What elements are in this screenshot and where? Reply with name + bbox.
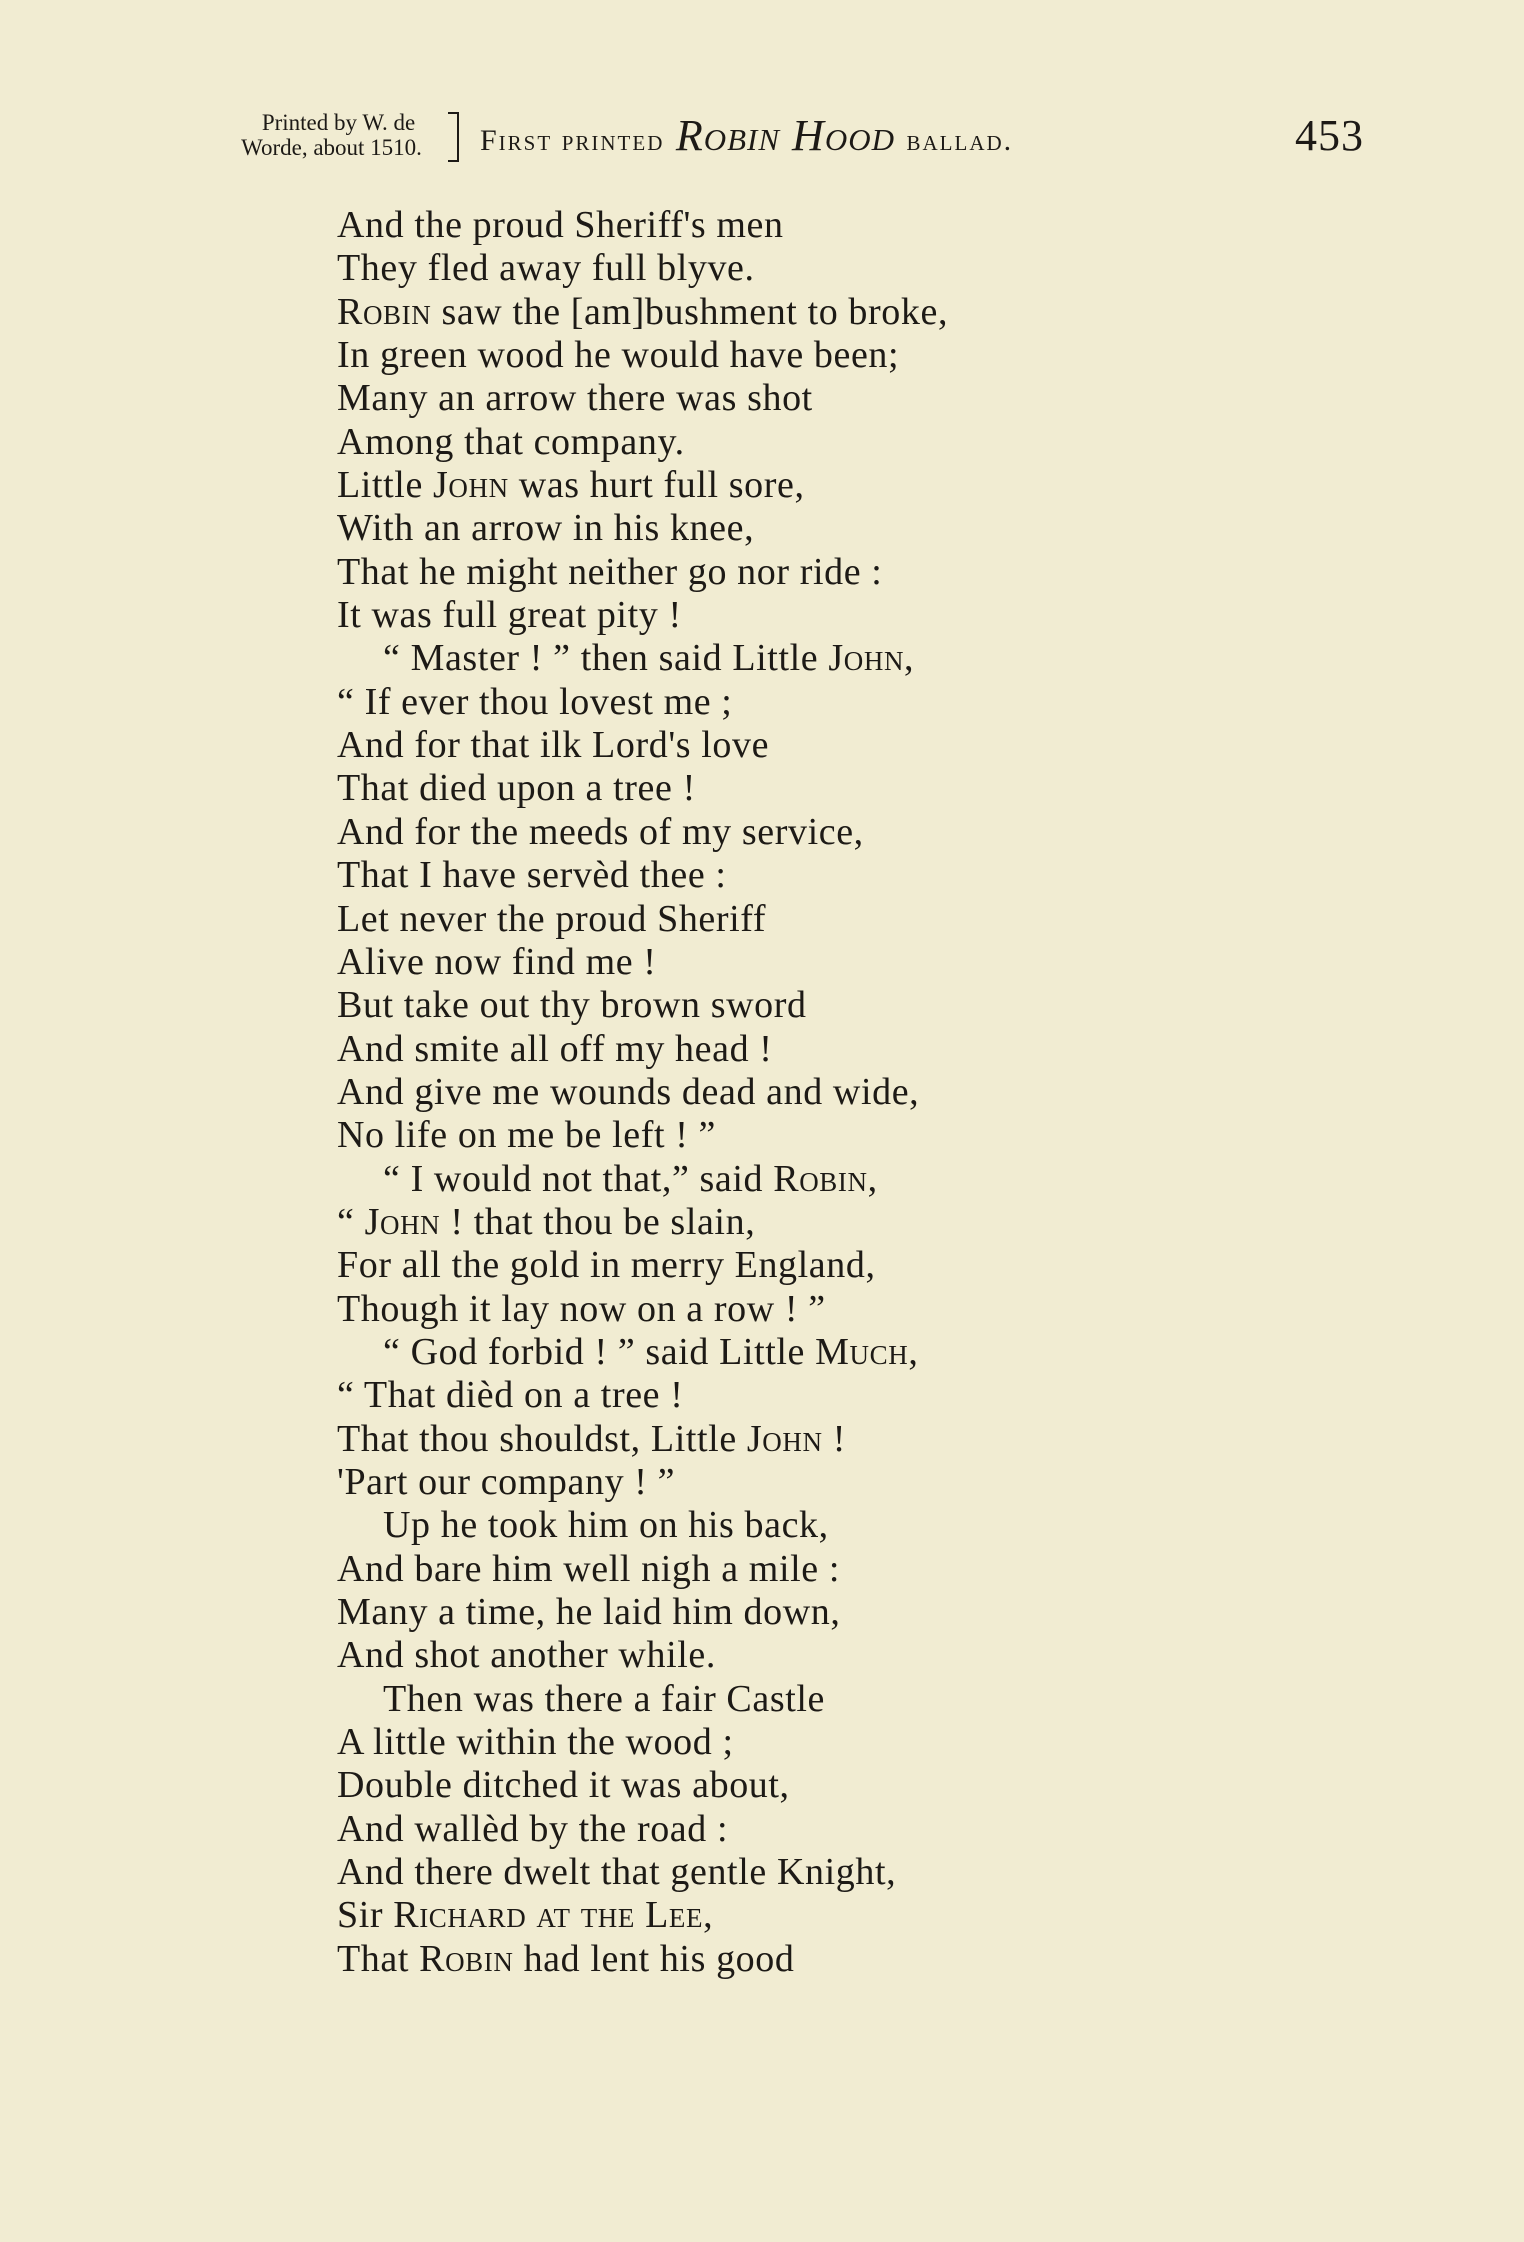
verse-text: “ If ever thou lovest me ; [337, 680, 733, 723]
verse-text: In green wood he would have been; [337, 334, 900, 377]
verse-line [337, 507, 1237, 550]
verse-text: Up he took him on his back, [383, 1504, 829, 1547]
verse-text: Little [337, 464, 434, 507]
page-number: 453 [1295, 111, 1364, 160]
verse-line [337, 1374, 1237, 1417]
title-first-printed: First printed [480, 124, 665, 157]
verse-text: And for that ilk Lord's love [337, 724, 770, 767]
verse-line [337, 1244, 1237, 1287]
verse-line [337, 1114, 1237, 1157]
small-caps-name: Robin [773, 1157, 868, 1200]
verse-text: A little within the wood ; [337, 1721, 734, 1764]
verse-line [337, 247, 1237, 290]
verse-line [337, 1504, 1237, 1547]
verse-line [337, 1548, 1237, 1591]
verse-text: No life on me be left ! ” [337, 1114, 717, 1157]
verse-text: It was full great pity ! [337, 594, 682, 637]
verse-text: , [703, 1894, 714, 1937]
small-caps-name: Robin [419, 1937, 514, 1980]
small-caps-name: Richard at the Lee [393, 1894, 704, 1937]
verse-line [337, 941, 1237, 984]
verse-text: ! [822, 1417, 846, 1460]
verse-text: That died upon a tree ! [337, 767, 696, 810]
verse-line [337, 767, 1237, 810]
verse-text: That thou shouldst, Little [337, 1417, 747, 1460]
verse-line [337, 1894, 1237, 1937]
verse-text: Though it lay now on a row ! ” [337, 1287, 826, 1330]
verse-line [337, 551, 1237, 594]
small-caps-name: Robin [337, 290, 432, 333]
verse-line [337, 334, 1237, 377]
verse-line [337, 1331, 1237, 1374]
verse-text: For all the gold in merry England, [337, 1244, 876, 1287]
verse-line [337, 204, 1237, 247]
verse-text: “ God forbid ! ” said Little [383, 1330, 816, 1373]
verse-line [337, 377, 1237, 420]
verse-text: Sir [337, 1894, 394, 1937]
title-robin-hood: Robin Hood [675, 111, 895, 160]
verse-line [337, 1591, 1237, 1634]
verse-line [337, 421, 1237, 464]
verse-text: had lent his good [513, 1937, 795, 1980]
verse-line [337, 811, 1237, 854]
verse-text: , [908, 1330, 919, 1373]
verse-line [337, 594, 1237, 637]
verse-line [337, 1678, 1237, 1721]
verse-text: And the proud Sheriff's men [337, 204, 784, 246]
verse-text: And for the meeds of my service, [337, 810, 864, 853]
verse-text: And there dwelt that gentle Knight, [337, 1851, 897, 1894]
verse-text: “ I would not that,” said [383, 1157, 774, 1200]
imprint-line-2: Worde, about 1510. [241, 135, 422, 160]
verse-line [337, 1938, 1237, 1981]
imprint-bracket [448, 112, 459, 162]
verse-text: They fled away full blyve. [337, 247, 755, 290]
verse-line [337, 1028, 1237, 1071]
small-caps-name: John [746, 1417, 823, 1460]
verse-text: “ [337, 1200, 365, 1243]
verse-line [337, 1461, 1237, 1504]
verse-text: And shot another while. [337, 1634, 716, 1677]
verse-line [337, 681, 1237, 724]
running-header [196, 104, 1386, 176]
verse-text: Among that company. [337, 420, 685, 463]
running-title [480, 110, 1013, 161]
verse-line [337, 1721, 1237, 1764]
small-caps-name: Much [815, 1330, 909, 1373]
verse-text: Alive now find me ! [337, 940, 657, 983]
verse-line [337, 898, 1237, 941]
verse-text: , [904, 637, 915, 680]
verse-text: ! that thou be slain, [440, 1200, 756, 1243]
verse-line [337, 1071, 1237, 1114]
verse-text: saw the [am]bushment to broke, [431, 290, 949, 333]
verse-text: And smite all off my head ! [337, 1027, 773, 1070]
verse-text: Then was there a fair Castle [383, 1677, 825, 1720]
small-caps-name: John [433, 464, 509, 507]
verse-line [337, 1851, 1237, 1894]
verse-line [337, 854, 1237, 897]
verse-text: “ That dièd on a tree ! [337, 1374, 684, 1417]
verse-text: And wallèd by the road : [337, 1807, 729, 1850]
verse-text: Many a time, he laid him down, [337, 1591, 841, 1633]
verse-line [337, 1418, 1237, 1461]
title-ballad: ballad. [906, 124, 1014, 157]
small-caps-name: John [828, 637, 905, 680]
verse-text: But take out thy brown sword [337, 984, 807, 1027]
verse-line [337, 291, 1237, 334]
verse-text: With an arrow in his knee, [337, 507, 755, 550]
ballad-verse [337, 204, 1237, 1981]
verse-text: 'Part our company ! ” [337, 1460, 676, 1503]
verse-text: That I have servèd thee : [337, 854, 727, 897]
verse-line [337, 984, 1237, 1027]
verse-text: Many an arrow there was shot [337, 377, 813, 420]
verse-text: “ Master ! ” then said Little [383, 637, 829, 680]
verse-line [337, 1288, 1237, 1331]
imprint-line-1: Printed by W. de [261, 110, 416, 135]
verse-line [337, 724, 1237, 767]
verse-text: And give me wounds dead and wide, [337, 1070, 920, 1113]
verse-line [337, 1158, 1237, 1201]
verse-text: was hurt full sore, [508, 464, 805, 507]
verse-line [337, 637, 1237, 680]
verse-line [337, 1634, 1237, 1677]
verse-text: , [867, 1157, 878, 1200]
verse-line [337, 1764, 1237, 1807]
small-caps-name: John [364, 1200, 441, 1243]
verse-text: Let never the proud Sheriff [337, 897, 767, 940]
verse-line [337, 1201, 1237, 1244]
verse-text: That [337, 1937, 420, 1980]
imprint-note [204, 110, 459, 160]
verse-line [337, 1808, 1237, 1851]
verse-text: And bare him well nigh a mile : [337, 1547, 840, 1590]
verse-text: That he might neither go nor ride : [337, 550, 883, 593]
verse-line [337, 464, 1237, 507]
verse-text: Double ditched it was about, [337, 1764, 790, 1807]
